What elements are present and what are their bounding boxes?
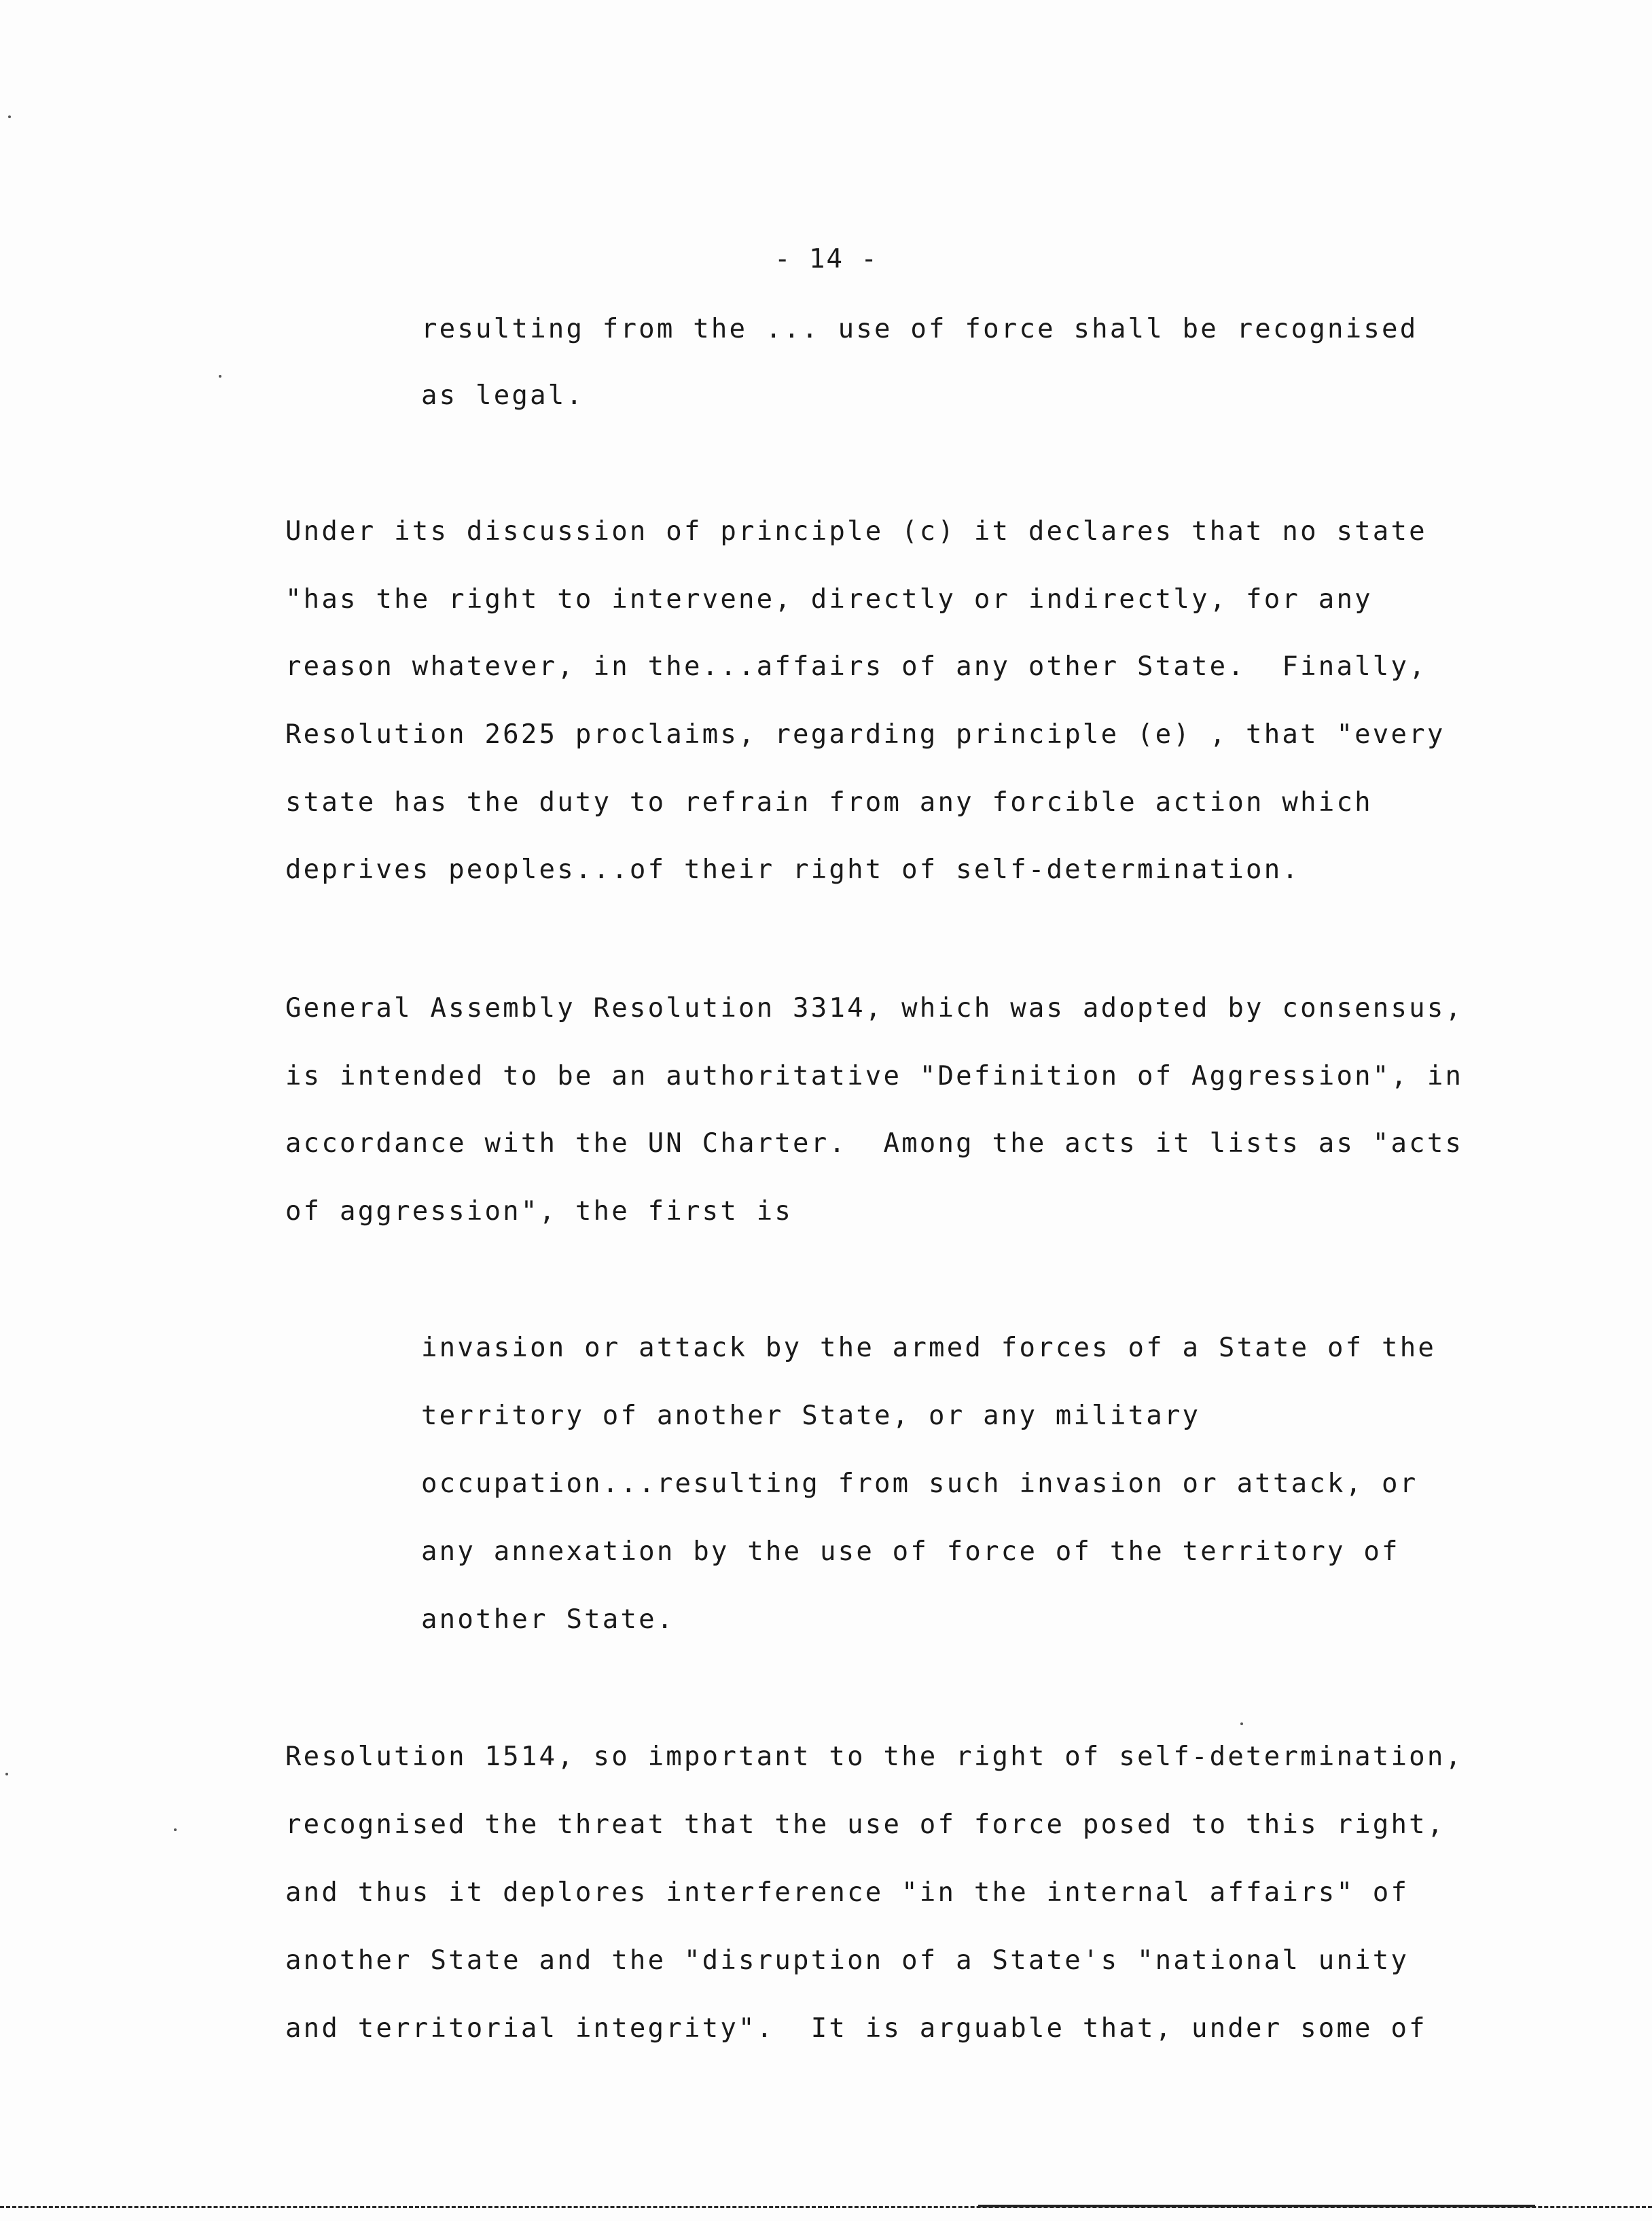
scan-speck	[174, 1828, 177, 1831]
paragraph-3-line-4: another State and the "disruption of a State's "national unity	[285, 1945, 1409, 1976]
paragraph-2-line-4: of aggression", the first is	[285, 1196, 793, 1227]
quote-2-line-3: occupation...resulting from such invasion or attack, or	[421, 1468, 1418, 1499]
paragraph-1-line-3: reason whatever, in the...affairs of any other State. Finally,	[285, 651, 1427, 682]
paragraph-3-line-2: recognised the threat that the use of force posed to this right,	[285, 1809, 1446, 1840]
page-number: - 14 -	[774, 244, 878, 274]
bottom-edge-rule-solid	[978, 2205, 1535, 2207]
paragraph-3-line-3: and thus it deplores interference "in the internal affairs" of	[285, 1877, 1409, 1908]
paragraph-1-line-6: deprives peoples...of their right of self-determination.	[285, 854, 1301, 885]
paragraph-3-line-5: and territorial integrity". It is arguable that, under some of	[285, 2013, 1427, 2044]
quote-2-line-5: another State.	[421, 1604, 675, 1635]
paragraph-2-line-3: accordance with the UN Charter. Among the acts it lists as "acts	[285, 1128, 1464, 1159]
paragraph-2-line-2: is intended to be an authoritative "Definition of Aggression", in	[285, 1061, 1464, 1091]
quote-1-line-1: resulting from the ... use of force shall be recognised	[421, 314, 1418, 344]
quote-2-line-2: territory of another State, or any military	[421, 1401, 1201, 1431]
scan-speck	[219, 375, 221, 378]
paragraph-1-line-5: state has the duty to refrain from any forcible action which	[285, 787, 1373, 818]
paragraph-3-line-1: Resolution 1514, so important to the right of self-determination,	[285, 1741, 1464, 1772]
paragraph-2-line-1: General Assembly Resolution 3314, which was adopted by consensus,	[285, 993, 1464, 1024]
paragraph-1-line-4: Resolution 2625 proclaims, regarding principle (e) , that "every	[285, 719, 1446, 750]
scan-speck	[1240, 1722, 1243, 1725]
scan-speck	[5, 1773, 8, 1775]
quote-2-line-4: any annexation by the use of force of the territory of	[421, 1536, 1400, 1567]
scan-speck	[8, 115, 11, 118]
quote-2-line-1: invasion or attack by the armed forces of a State of the	[421, 1333, 1437, 1363]
paragraph-1-line-1: Under its discussion of principle (c) it declares that no state	[285, 516, 1427, 547]
paragraph-1-line-2: "has the right to intervene, directly or indirectly, for any	[285, 584, 1373, 615]
quote-1-line-2: as legal.	[421, 380, 585, 411]
